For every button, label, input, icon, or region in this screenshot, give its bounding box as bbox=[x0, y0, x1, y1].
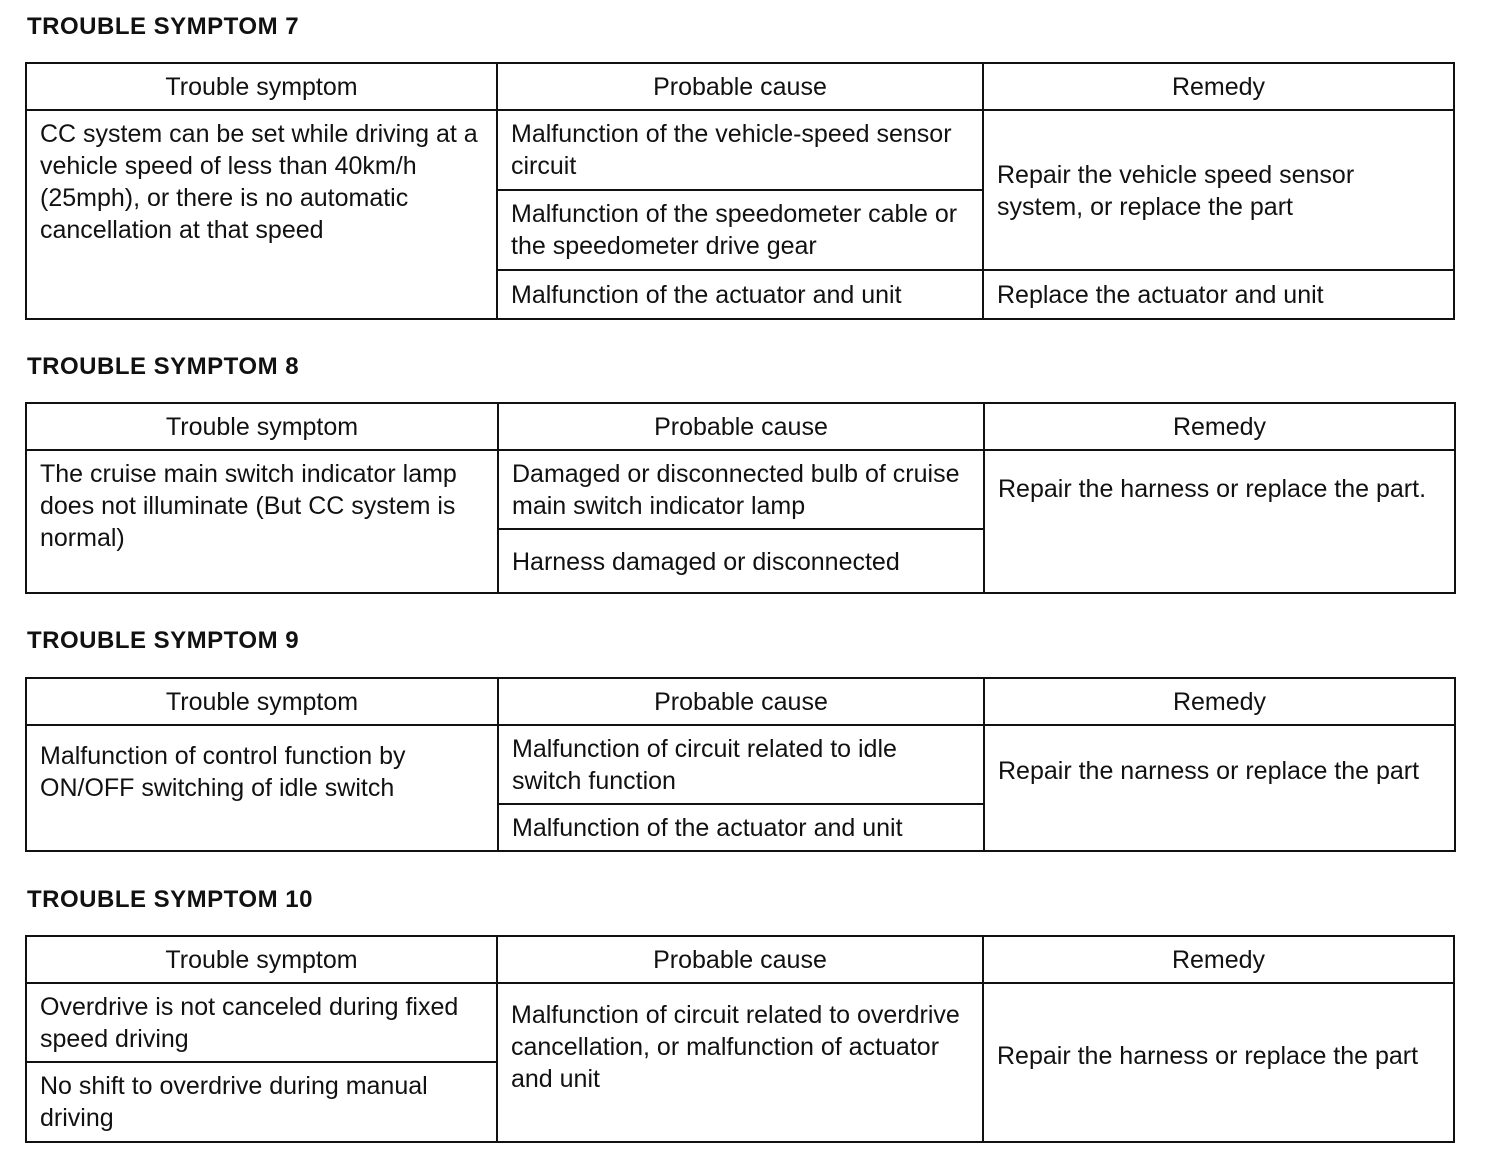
header-trouble-symptom: Trouble symptom bbox=[26, 678, 498, 725]
cause-cell: Malfunction of circuit related to idle switch function bbox=[498, 725, 984, 804]
cause-cell: Malfunction of the vehicle-speed sensor circuit bbox=[497, 110, 983, 190]
symptom-cell: Overdrive is not canceled during fixed speed driving bbox=[26, 983, 497, 1062]
table-header-row bbox=[26, 403, 1455, 450]
section-8-table bbox=[25, 402, 1456, 594]
remedy-cell: Repair the harness or replace the part bbox=[983, 983, 1454, 1142]
table-row bbox=[26, 983, 1454, 1062]
table-header-row bbox=[26, 936, 1454, 983]
symptom-cell: Malfunction of control function by ON/OFF switching of idle switch bbox=[26, 725, 498, 851]
cause-cell: Malfunction of the actuator and unit bbox=[498, 804, 984, 851]
cause-cell: Malfunction of the speedometer cable or the speedometer drive gear bbox=[497, 190, 983, 270]
section-8-title: TROUBLE SYMPTOM 8 bbox=[27, 353, 300, 380]
remedy-cell: Repair the narness or replace the part bbox=[984, 725, 1455, 851]
remedy-cell: Repair the harness or replace the part. bbox=[984, 450, 1455, 593]
cause-cell: Malfunction of the actuator and unit bbox=[497, 270, 983, 319]
header-probable-cause: Probable cause bbox=[497, 63, 983, 110]
section-7-title: TROUBLE SYMPTOM 7 bbox=[27, 13, 300, 40]
section-9-title: TROUBLE SYMPTOM 9 bbox=[27, 627, 300, 654]
section-7-table bbox=[25, 62, 1455, 320]
remedy-cell: Repair the vehicle speed sensor system, or replace the part bbox=[983, 110, 1454, 270]
section-10-table bbox=[25, 935, 1455, 1143]
header-remedy: Remedy bbox=[984, 678, 1455, 725]
remedy-cell: Replace the actuator and unit bbox=[983, 270, 1454, 319]
section-9-table bbox=[25, 677, 1456, 852]
cause-cell: Damaged or disconnected bulb of cruise main switch indicator lamp bbox=[498, 450, 984, 529]
header-remedy: Remedy bbox=[984, 403, 1455, 450]
cause-cell: Harness damaged or disconnected bbox=[498, 529, 984, 593]
table-row bbox=[26, 450, 1455, 529]
symptom-cell: The cruise main switch indicator lamp does not illuminate (But CC system is normal) bbox=[26, 450, 498, 593]
header-trouble-symptom: Trouble symptom bbox=[26, 403, 498, 450]
table-row bbox=[26, 110, 1454, 190]
table-header-row bbox=[26, 678, 1455, 725]
header-remedy: Remedy bbox=[983, 936, 1454, 983]
header-probable-cause: Probable cause bbox=[498, 678, 984, 725]
section-10-title: TROUBLE SYMPTOM 10 bbox=[27, 886, 313, 913]
header-probable-cause: Probable cause bbox=[498, 403, 984, 450]
table-row bbox=[26, 725, 1455, 804]
cause-cell: Malfunction of circuit related to overdrive cancellation, or malfunction of actuator and unit bbox=[497, 983, 983, 1142]
symptom-cell: No shift to overdrive during manual driving bbox=[26, 1062, 497, 1142]
header-trouble-symptom: Trouble symptom bbox=[26, 63, 497, 110]
symptom-cell: CC system can be set while driving at a vehicle speed of less than 40km/h (25mph), or there is no automatic cancellation at that speed bbox=[26, 110, 497, 319]
header-remedy: Remedy bbox=[983, 63, 1454, 110]
table-header-row bbox=[26, 63, 1454, 110]
header-probable-cause: Probable cause bbox=[497, 936, 983, 983]
header-trouble-symptom: Trouble symptom bbox=[26, 936, 497, 983]
